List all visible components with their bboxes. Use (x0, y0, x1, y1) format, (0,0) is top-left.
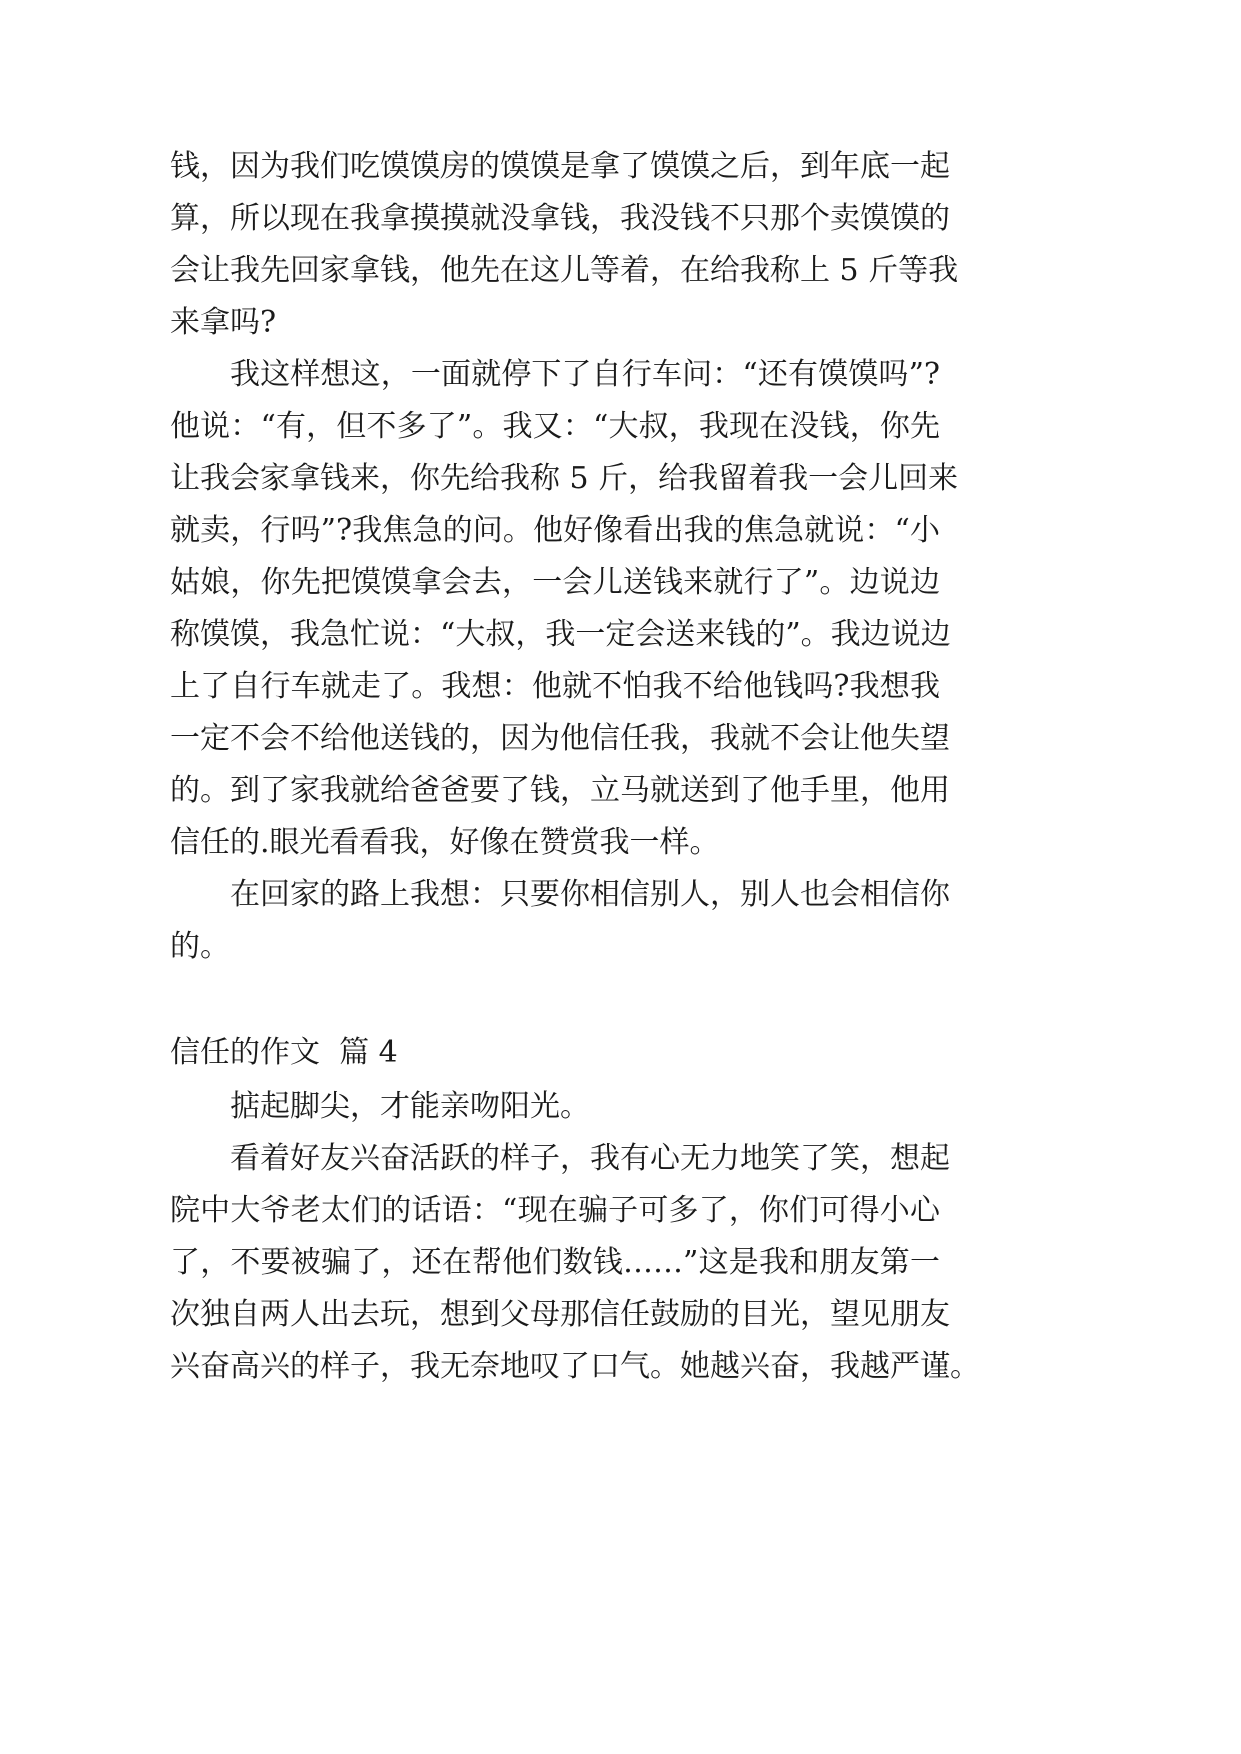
paragraph-line: 看着好友兴奋活跃的样子，我有心无力地笑了笑，想起 (230, 1141, 950, 1176)
paragraph-line: 他说：“有，但不多了”。我又：“大叔，我现在没钱，你先 (170, 409, 940, 444)
paragraph-line: 称馍馍，我急忙说：“大叔，我一定会送来钱的”。我边说边 (170, 617, 951, 652)
paragraph-line: 来拿吗? (170, 305, 277, 340)
paragraph-line: 算，所以现在我拿摸摸就没拿钱，我没钱不只那个卖馍馍的 (170, 201, 950, 236)
paragraph-line: 掂起脚尖，才能亲吻阳光。 (230, 1089, 590, 1124)
paragraph-line: 信任的.眼光看看我，好像在赞赏我一样。 (170, 825, 720, 860)
paragraph-line: 院中大爷老太们的话语：“现在骗子可多了，你们可得小心 (170, 1193, 940, 1228)
paragraph-line: 兴奋高兴的样子，我无奈地叹了口气。她越兴奋，我越严谨。 (170, 1349, 980, 1384)
paragraph-line: 让我会家拿钱来，你先给我称 5 斤，给我留着我一会儿回来 (170, 461, 959, 496)
section-heading: 信任的作文 篇 4 (170, 1035, 398, 1070)
paragraph-line: 的。 (170, 929, 230, 964)
paragraph-line: 我这样想这，一面就停下了自行车问：“还有馍馍吗”? (230, 357, 940, 392)
paragraph-line: 一定不会不给他送钱的，因为他信任我，我就不会让他失望 (170, 721, 950, 756)
paragraph-line: 姑娘，你先把馍馍拿会去，一会儿送钱来就行了”。边说边 (170, 565, 940, 600)
paragraph-line: 会让我先回家拿钱，他先在这儿等着，在给我称上 5 斤等我 (170, 253, 959, 288)
paragraph-line: 钱，因为我们吃馍馍房的馍馍是拿了馍馍之后，到年底一起 (170, 149, 950, 184)
paragraph-line: 就卖，行吗”?我焦急的问。他好像看出我的焦急就说：“小 (170, 513, 940, 548)
paragraph-line: 次独自两人出去玩，想到父母那信任鼓励的目光，望见朋友 (170, 1297, 950, 1332)
paragraph-line: 了，不要被骗了，还在帮他们数钱……”这是我和朋友第一 (170, 1245, 940, 1280)
paragraph-line: 在回家的路上我想：只要你相信别人，别人也会相信你 (230, 877, 950, 912)
paragraph-line: 上了自行车就走了。我想：他就不怕我不给他钱吗?我想我 (170, 669, 940, 704)
paragraph-line: 的。到了家我就给爸爸要了钱，立马就送到了他手里，他用 (170, 773, 950, 808)
